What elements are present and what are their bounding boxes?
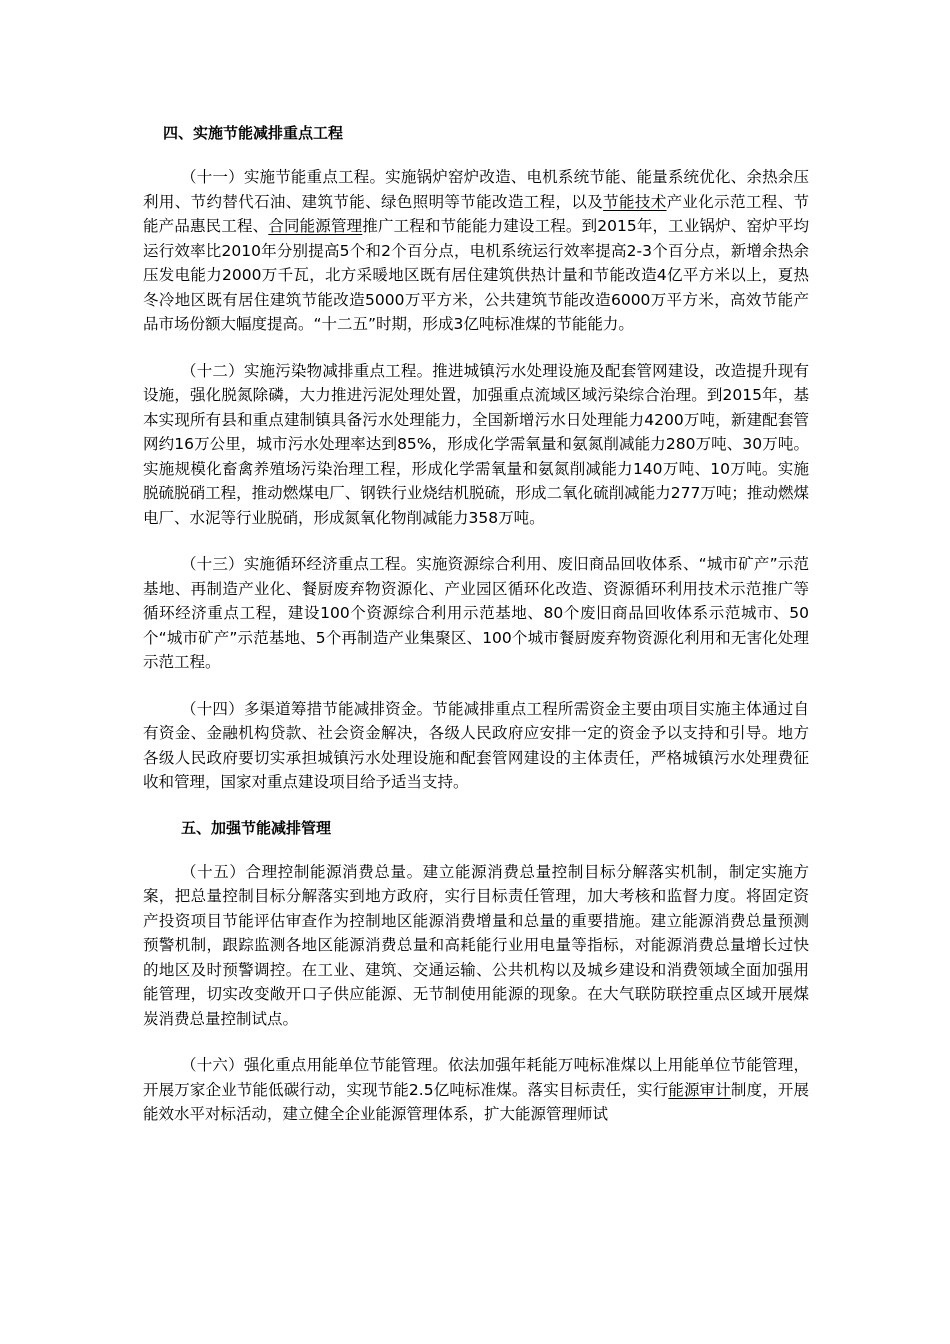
paragraph-16-text-2: 制度，开展能效水平对标活动，建立健全企业能源管理体系，扩大能源管理师试: [143, 1080, 809, 1123]
section-heading-5: 五、加强节能减排管理: [181, 818, 332, 837]
section-heading-4: 四、实施节能减排重点工程: [163, 124, 344, 142]
document-body: [143, 122, 809, 1127]
link-energy-audit[interactable]: 能源审计: [668, 1080, 731, 1099]
link-contract-energy-management[interactable]: 合同能源管理: [268, 217, 363, 235]
paragraph-12: （十二）实施污染物减排重点工程。推进城镇污水处理设施及配套管网建设，改造提升现有设施，强化脱氮除磷，大力推进污泥处理处置，加强重点流域区域污染综合治理。到2015年，基本实现所有县和重点建制镇具备污水处理能力，全国新增污水日处理能力4200万吨，新建配套管网约16万公里，城市污水处理率达到85%，形成化学需氧量和氨氮削减能力280万吨、30万吨。实施规模化畜禽养殖场污染治理工程，形成化学需氧量和氨氮削减能力140万吨、10万吨。实施脱硫脱硝工程，推动燃煤电厂、钢铁行业烧结机脱硫，形成二氧化硫削减能力277万吨；推动燃煤电厂、水泥等行业脱硝，形成氮氧化物削减能力358万吨。: [143, 361, 809, 527]
paragraph-15: （十五）合理控制能源消费总量。建立能源消费总量控制目标分解落实机制，制定实施方案，把总量控制目标分解落实到地方政府，实行目标责任管理，加大考核和监督力度。将固定资产投资项目节能评估审查作为控制地区能源消费增量和总量的重要措施。建立能源消费总量预测预警机制，跟踪监测各地区能源消费总量和高耗能行业用电量等指标，对能源消费总量增长过快的地区及时预警调控。在工业、建筑、交通运输、公共机构以及城乡建设和消费领域全面加强用能管理，切实改变敞开口子供应能源、无节制使用能源的现象。在大气联防联控重点区域开展煤炭消费总量控制试点。: [143, 862, 809, 1028]
paragraph-11-text-2: 产业化示范工程、节能产品惠民工程、: [143, 192, 809, 235]
paragraph-14: （十四）多渠道筹措节能减排资金。节能减排重点工程所需资金主要由项目实施主体通过自有资金、金融机构贷款、社会资金解决，各级人民政府应安排一定的资金予以支持和引导。地方各级人民政府要切实承担城镇污水处理设施和配套管网建设的主体责任，严格城镇污水处理费征收和管理，国家对重点建设项目给予适当支持。: [143, 699, 809, 791]
link-energy-saving-technology[interactable]: 节能技术: [603, 192, 667, 211]
paragraph-11-text-1: （十一）实施节能重点工程。实施锅炉窑炉改造、电机系统节能、能量系统优化、余热余压利用、节约替代石油、建筑节能、绿色照明等节能改造工程，以及: [143, 168, 809, 211]
paragraph-11: [143, 165, 809, 337]
paragraph-13: （十三）实施循环经济重点工程。实施资源综合利用、废旧商品回收体系、“城市矿产”示范基地、再制造产业化、餐厨废弃物资源化、产业园区循环化改造、资源循环利用技术示范推广等循环经济重点工程，建设100个资源综合利用示范基地、80个废旧商品回收体系示范城市、50个“城市矿产”示范基地、5个再制造产业集聚区、100个城市餐厨废弃物资源化利用和无害化处理示范工程。: [143, 555, 809, 671]
paragraph-11-text-3: 推广工程和节能能力建设工程。到2015年，工业锅炉、窑炉平均运行效率比2010年分别提高5个和2个百分点，电机系统运行效率提高2-3个百分点，新增余热余压发电能力2000万千瓦，北方采暖地区既有居住建筑供热计量和节能改造4亿平方米以上，夏热冬冷地区既有居住建筑节能改造5000万平方米，公共建筑节能改造6000万平方米，高效节能产品市场份额大幅度提高。“十二五”时期，形成3亿吨标准煤的节能能力。: [143, 217, 809, 333]
paragraph-16: [143, 1053, 809, 1127]
paragraph-16-text-1: （十六）强化重点用能单位节能管理。依法加强年耗能万吨标准煤以上用能单位节能管理，开展万家企业节能低碳行动，实现节能2.5亿吨标准煤。落实目标责任，实行: [143, 1056, 809, 1099]
